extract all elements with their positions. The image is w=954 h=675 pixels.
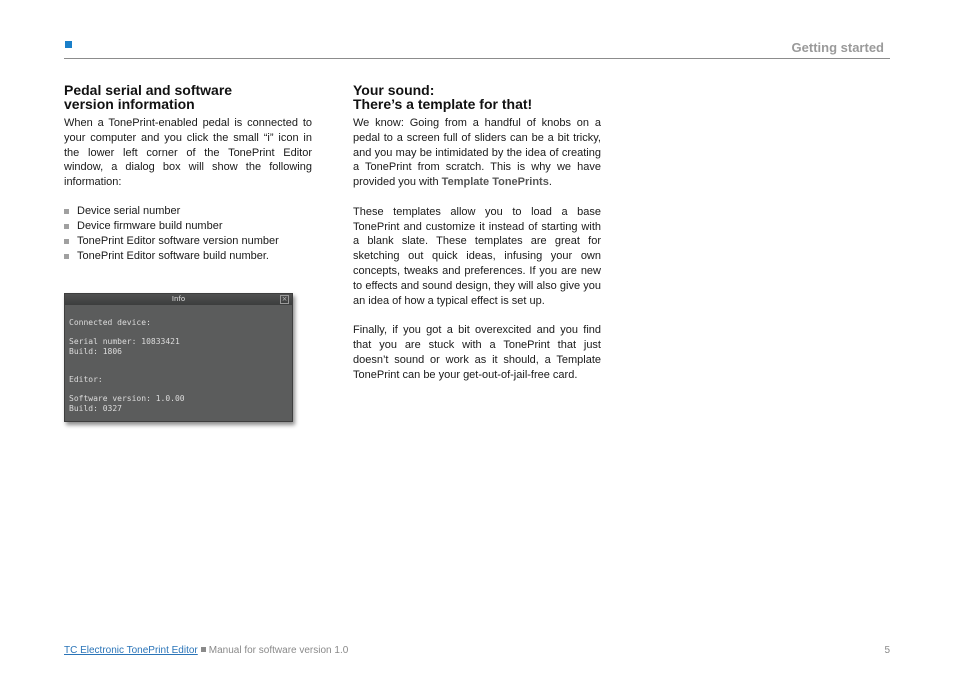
right-paragraph-3: Finally, if you got a bit overexcited and you find that you are stuck with a TonePrint that just doesn’t sound or work as it should, a Template TonePrint can be your get-out-of-jail-free card. <box>353 324 601 381</box>
list-item-text: TonePrint Editor software version number <box>77 234 279 247</box>
right-heading <box>353 83 601 111</box>
list-item <box>64 219 312 234</box>
page-number: 5 <box>884 645 890 656</box>
left-heading-line1: Pedal serial and software <box>64 82 233 98</box>
device-build-line: Build: 1806 <box>69 346 122 356</box>
list-item-text: TonePrint Editor software build number. <box>77 249 269 262</box>
header-accent-square <box>65 41 72 48</box>
right-column <box>353 83 601 382</box>
editor-build-line: Build: 0327 <box>69 403 122 413</box>
serial-number-line: Serial number: 10833421 <box>69 337 180 346</box>
software-version-line: Software version: 1.0.00 <box>69 394 185 403</box>
square-bullet-icon <box>64 239 69 244</box>
section-title: Getting started <box>791 40 884 55</box>
square-bullet-icon <box>64 209 69 214</box>
right-paragraph-1-text: We know: Going from a handful of knobs on a pedal to a screen full of sliders can be a bit tricky, and you may be intimidated by the idea of creating a TonePrint from scratch. This is why we have provided you with <box>353 117 601 189</box>
footer <box>64 645 348 656</box>
connected-device-label: Connected device: <box>69 318 151 327</box>
list-item <box>64 234 312 249</box>
list-item-text: Device serial number <box>77 204 181 217</box>
dialog-title: Info <box>171 295 186 303</box>
dialog-titlebar <box>65 294 292 305</box>
list-item <box>64 249 312 264</box>
dialog-body <box>65 305 292 413</box>
close-icon[interactable]: × <box>281 295 288 303</box>
square-bullet-icon <box>64 224 69 229</box>
header-divider <box>64 58 890 59</box>
right-paragraph-1-end: . <box>548 176 552 189</box>
info-list <box>64 204 312 264</box>
left-heading <box>64 83 312 111</box>
right-heading-line2: There’s a template for that! <box>353 96 533 112</box>
footer-manual-text: Manual for software version 1.0 <box>208 645 349 656</box>
right-paragraph-2: These templates allow you to load a base TonePrint and customize it instead of starting with a blank slate. These templates are great for sketching out quick ideas, infusing your own concepts, tweaks and preferences. If you are new to effects and sound design, they will also give you an idea of how a typical effect is set up. <box>353 205 601 307</box>
right-paragraph-1 <box>353 116 601 190</box>
template-toneprints-emphasis: Template TonePrints <box>441 176 549 189</box>
footer-product-link[interactable]: TC Electronic TonePrint Editor <box>64 645 198 656</box>
left-intro-paragraph: When a TonePrint-enabled pedal is connected to your computer and you click the small “i” icon in the lower left corner of the TonePrint Editor window, a dialog box will show the following information: <box>64 117 312 189</box>
right-heading-line1: Your sound: <box>353 82 435 98</box>
left-column <box>64 83 312 264</box>
list-item <box>64 204 312 219</box>
left-heading-line2: version information <box>64 96 195 112</box>
square-bullet-icon <box>64 254 69 259</box>
info-dialog-screenshot <box>64 293 293 422</box>
square-separator-icon <box>201 647 206 652</box>
list-item-text: Device firmware build number <box>77 219 223 232</box>
editor-label: Editor: <box>69 375 103 384</box>
